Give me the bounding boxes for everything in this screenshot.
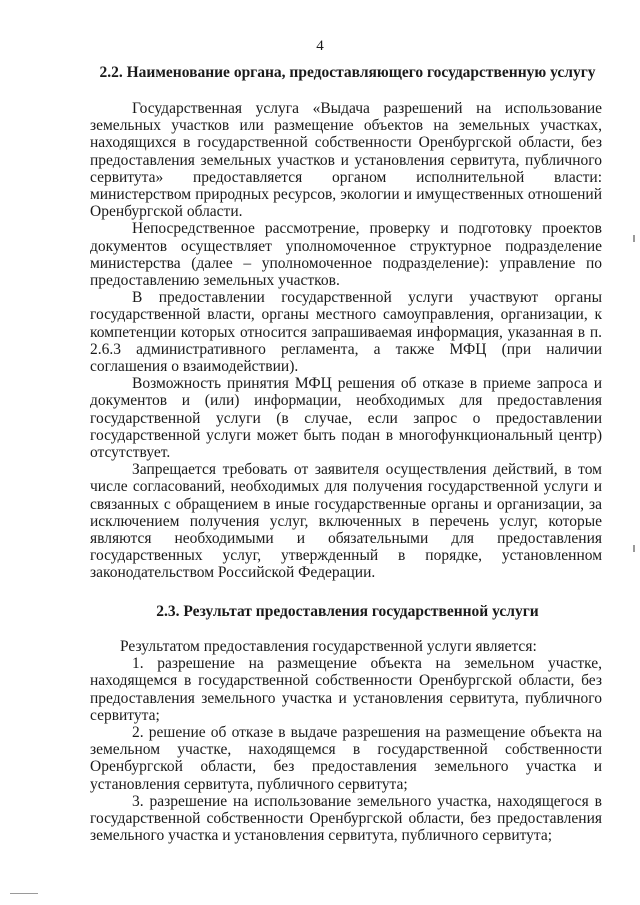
list-item: 1. разрешение на размещение объекта на земельном участке, находящемся в государственной собственности Оренбургской области, без предоставления земельного участка и установления сервитута, публичного сервитута; (90, 655, 602, 724)
paragraph: В предоставлении государственной услуги участвуют органы государственной власти, органы местного самоуправления, организации, к компетенции которых относится запрашиваемая информация, указанная в п. 2.6.3 административного регламента, а также МФЦ (при наличии соглашения о взаимодействии). (90, 289, 602, 376)
scan-mark (10, 893, 38, 894)
scan-mark (633, 235, 635, 242)
paragraph: Непосредственное рассмотрение, проверку и подготовку проектов документов осуществляет уполномоченное структурное подразделение министерства (далее – уполномоченное подразделение): управление по предоставлению земельных участков. (90, 220, 602, 290)
section-2-3-body (90, 638, 602, 844)
section-2-3-heading: 2.3. Результат предоставления государственной услуги (156, 603, 539, 620)
section-2-2-heading: 2.2. Наименование органа, предоставляющего государственную услугу (99, 64, 596, 81)
list-item: 3. разрешение на использование земельного участка, находящегося в государственной собственности Оренбургской области, без предоставления земельного участка и установления сервитута, публичного сервитута; (90, 792, 602, 845)
paragraph: Результатом предоставления государственной услуги является: (120, 638, 537, 655)
paragraph: Возможность принятия МФЦ решения об отказе в приеме запроса и документов и (или) информации, необходимых для предоставления государственной услуги (в случае, если запрос о предоставлении государственной услуги может быть подан в многофункциональный центр) отсутствует. (90, 375, 602, 462)
page-number: 4 (316, 38, 324, 54)
list-item: 2. решение об отказе в выдаче разрешения на размещение объекта на земельном участке, находящемся в государственной собственности Оренбургской области, без предоставления земельного участка и установления сервитута, публичного сервитута; (90, 724, 602, 793)
section-2-2-body (90, 100, 602, 582)
scan-mark (633, 545, 635, 552)
paragraph: Государственная услуга «Выдача разрешений на использование земельных участков или размещение объектов на земельных участках, находящихся в государственной собственности Оренбургской области, без предоставления земельных участков и установления сервитута, публичного сервитута» предоставляется органом исполнительной власти: министерством природных ресурсов, экологии и имущественных отношений Оренбургской области. (90, 100, 602, 221)
paragraph: Запрещается требовать от заявителя осуществления действий, в том числе согласований, необходимых для получения государственной услуги и связанных с обращением в иные государственные органы и организации, за исключением получения услуг, включенных в перечень услуг, которые являются необходимыми и обязательными для предоставления государственных услуг, утвержденный в порядке, установленном законодательством Российской Федерации. (90, 461, 602, 582)
